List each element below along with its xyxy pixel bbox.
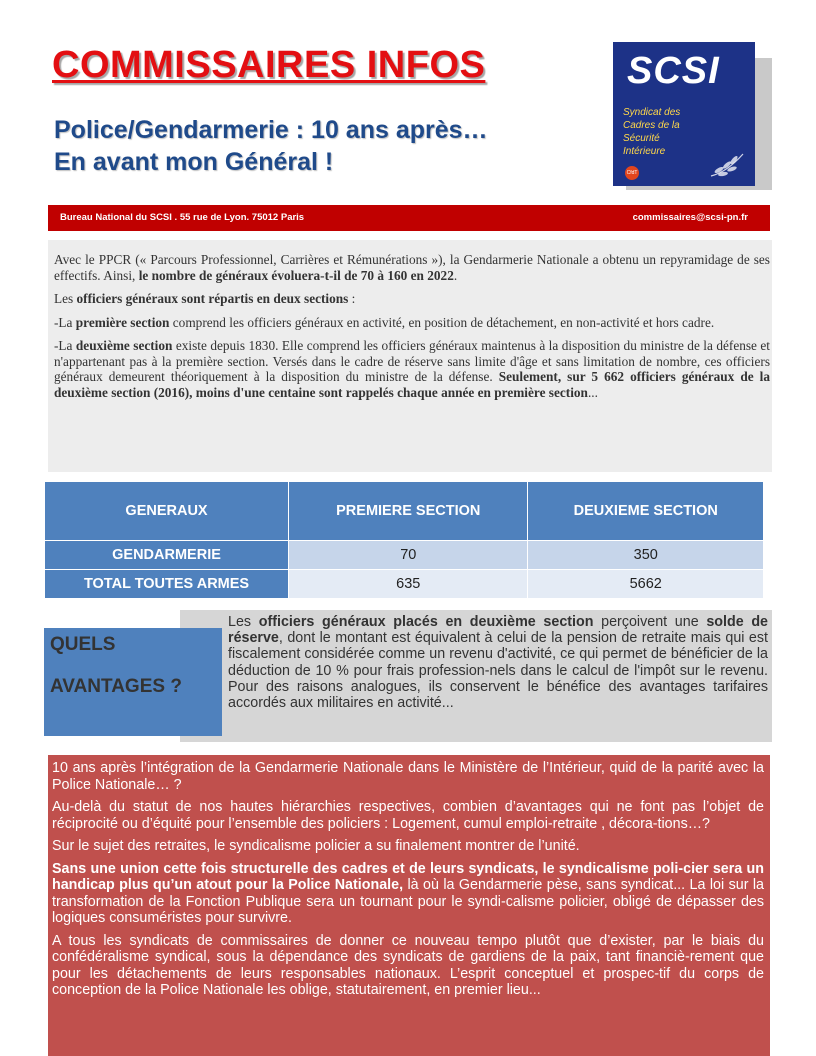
logo-line-3: Sécurité bbox=[623, 133, 660, 144]
advantages-heading bbox=[44, 628, 222, 736]
table-header-row bbox=[45, 482, 764, 541]
closing-paragraph-5: A tous les syndicats de commissaires de donner ce nouveau tempo plutôt que d’exister, par le biais du confédéralisme syndical, sous la dépendance des syndicats de gardiens de la paix, tant financiè-rement que pour les détachements de leurs responsables nationaux. L’esprit conceptuel et prospec-tif du corps de conception de la Police Nationale les oblige, statutairement, en premier lieu... bbox=[52, 932, 764, 998]
closing-paragraph-4: Sans une union cette fois structurelle des cadres et de leurs syndicats, le syndicalisme poli-cier sera un handicap plus qu’un atout pour la Police Nationale, là où la Gendarmerie pèse, sans syndicat... La loi sur la transformation de la Fonction Publique sera un tournant pour le syndi-calisme policier, obligé de dépasser des logiques consuméristes pour survivre. bbox=[52, 860, 764, 926]
table-row bbox=[45, 541, 764, 570]
logo-line-1: Syndicat des bbox=[623, 107, 681, 118]
logo-line-2: Cadres de la bbox=[623, 120, 680, 131]
intro-text bbox=[54, 252, 770, 408]
closing-paragraph-3: Sur le sujet des retraites, le syndicalisme policier a su finalement montrer de l’unité. bbox=[52, 838, 580, 854]
advantages-heading-line-1: QUELS bbox=[50, 634, 116, 655]
scsi-logo bbox=[613, 42, 755, 186]
table-row-label: TOTAL TOUTES ARMES bbox=[45, 570, 289, 599]
table-header: GENERAUX bbox=[45, 482, 289, 541]
table-cell: 70 bbox=[289, 541, 528, 570]
logo-name: SCSI bbox=[627, 50, 720, 92]
intro-box bbox=[48, 240, 772, 472]
address-banner bbox=[48, 205, 770, 231]
intro-paragraph-2: Les officiers généraux sont répartis en deux sections : bbox=[54, 291, 356, 306]
advantages-heading-line-2: AVANTAGES ? bbox=[50, 676, 182, 697]
subtitle-line-2: En avant mon Général ! bbox=[54, 148, 334, 176]
closing-paragraph-2: Au-delà du statut de nos hautes hiérarchies respectives, combien d’avantages qui ne font pas l’objet de réciprocité ou d’équité pour l’ensemble des policiers : Logement, cumul emploi-retraite , décora-tions…? bbox=[52, 799, 764, 832]
banner-address: Bureau National du SCSI . 55 rue de Lyon. 75012 Paris bbox=[60, 212, 305, 223]
closing-box bbox=[48, 755, 770, 1056]
generals-table bbox=[44, 481, 764, 599]
closing-paragraph-1: 10 ans après l’intégration de la Gendarmerie Nationale dans le Ministère de l’Intérieur, quid de la parité avec la Police Nationale… ? bbox=[52, 760, 764, 793]
laurel-icon bbox=[707, 148, 747, 180]
intro-paragraph-3: -La première section comprend les officiers généraux en activité, en position de détachement, en non-activité et hors cadre. bbox=[54, 314, 715, 330]
logo-line-4: Intérieure bbox=[623, 146, 666, 157]
table-row-label: GENDARMERIE bbox=[45, 541, 289, 570]
banner-email[interactable]: commissaires@scsi-pn.fr bbox=[632, 212, 748, 223]
table-row bbox=[45, 570, 764, 599]
subtitle-line-1: Police/Gendarmerie : 10 ans après… bbox=[54, 116, 488, 144]
newsletter-title: COMMISSAIRES INFOS bbox=[52, 44, 486, 86]
table-cell: 350 bbox=[528, 541, 764, 570]
table-header: PREMIERE SECTION bbox=[289, 482, 528, 541]
closing-text bbox=[52, 760, 764, 1005]
advantages-text: Les officiers généraux placés en deuxième section perçoivent une solde de réserve, dont le montant est équivalent à celui de la pension de retraite mais qui est fiscalement considérée comme un revenu d'activité, ce qui permet de bénéficier de la déduction de 10 % pour frais profession-nels dans le calcul de l'impôt sur le revenu. Pour des raisons analogues, ils conservent le bénéfice des avantages tarifaires accordés aux militaires en activité... bbox=[228, 614, 769, 712]
intro-paragraph-4: -La deuxième section existe depuis 1830. Elle comprend les officiers généraux maintenus à la disposition du ministre de la défense et n'appartenant pas à la première section. Versés dans le cadre de réserve sans limite d'âge et sans limitation de nombre, ces officiers généraux demeurent théoriquement à la disposition du ministre de la défense. Seulement, sur 5 662 officiers généraux de la deuxième section (2016), moins d'une centaine sont rappelés chaque année en première section... bbox=[54, 338, 770, 400]
intro-paragraph-1: Avec le PPCR (« Parcours Professionnel, Carrières et Rémunérations »), la Gendarmerie Nationale a obtenu un repyramidage de ses effectifs. Ainsi, le nombre de généraux évoluera-t-il de 70 à 160 en 2022. bbox=[54, 252, 770, 283]
table-cell: 635 bbox=[289, 570, 528, 599]
cfdt-badge-icon: CfdT bbox=[625, 166, 639, 180]
table-header: DEUXIEME SECTION bbox=[528, 482, 764, 541]
table-cell: 5662 bbox=[528, 570, 764, 599]
